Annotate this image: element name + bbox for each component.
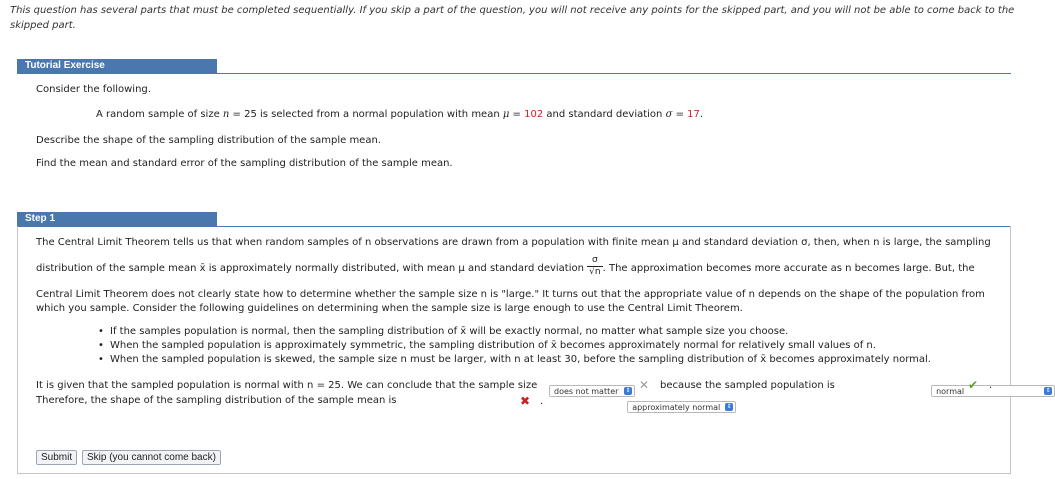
guidelines-list — [98, 325, 931, 367]
incorrect-cross-icon: ✕ — [639, 378, 650, 392]
sampling-shape-select[interactable]: approximately normal ⇕ — [627, 401, 736, 413]
tutorial-header-label: Tutorial Exercise — [17, 59, 217, 73]
sd-value: 17 — [687, 109, 700, 120]
wrong-cross-icon: ✖ — [520, 394, 531, 408]
sample-description: A random sample of size n = 25 is selected from a normal population with mean μ = 102 and standard deviation σ = 17. — [96, 109, 704, 120]
population-shape-select[interactable]: normal ⇕ — [931, 385, 1055, 397]
clt-paragraph2-line2: which you sample. Consider the following guidelines on determining when the sample size is large enough to use the Central Limit Theorem. — [36, 303, 743, 314]
sentence-end: . — [989, 380, 993, 391]
tutorial-header — [17, 59, 1011, 74]
list-item: • When the sampled population is skewed, the sample size n must be larger, with n at least 30, before the sampling distribution of x̄ becomes approximately normal. — [98, 354, 931, 365]
sigma-over-root-n: $\frac{\sigma}{√n}$ — [589, 254, 601, 277]
mean-value: 102 — [524, 109, 544, 120]
list-item: • If the samples population is normal, then the sampling distribution of x̄ will be exactly normal, no matter what sample size you choose. — [98, 326, 789, 337]
select-arrow-icon: ⇕ — [1045, 387, 1051, 394]
sentence-end: . — [540, 396, 544, 407]
sample-size-select[interactable]: does not matter ⇕ — [549, 385, 635, 397]
clt-paragraph-line2: distribution of the sample mean x̄ is approximately normally distributed, with mean μ and standard deviation $\frac{\sigma}{√n}$ . The approximation becomes more accurate as n becomes large. But, the — [36, 254, 975, 277]
select-arrow-icon: ⇕ — [625, 387, 631, 394]
clt-paragraph2-line1: Central Limit Theorem does not clearly state how to determine whether the sample size n is "large." It turns out that the appropriate value of n depends on the shape of the population from — [36, 289, 985, 300]
list-item: • When the sampled population is approximately symmetric, the sampling distribution of x̄ becomes approximately normal for relatively small values of n. — [98, 340, 876, 351]
select-arrow-icon: ⇕ — [726, 403, 732, 410]
consider-text: Consider the following. — [36, 84, 151, 95]
question-sample-size-text: It is given that the sampled population is normal with n = 25. We can conclude that the sample size — [36, 380, 538, 391]
describe-text: Describe the shape of the sampling distribution of the sample mean. — [36, 135, 381, 146]
submit-button[interactable]: Submit — [36, 450, 77, 465]
step-header — [17, 212, 1011, 227]
step-header-label: Step 1 — [17, 212, 217, 226]
skip-button[interactable]: Skip (you cannot come back) — [82, 450, 221, 465]
correct-check-icon: ✔ — [968, 378, 979, 392]
because-text: because the sampled population is — [660, 380, 835, 391]
clt-paragraph-line1: The Central Limit Theorem tells us that when random samples of n observations are drawn from a population with finite mean μ and standard deviation σ, then, when n is large, the sampling — [36, 237, 991, 248]
skip-warning: This question has several parts that must be completed sequentially. If you skip a part of the question, you will not receive any points for the skipped part, and you will not be able to come back to the skipped part. — [10, 5, 1015, 31]
find-text: Find the mean and standard error of the sampling distribution of the sample mean. — [36, 158, 453, 169]
question-shape-text: Therefore, the shape of the sampling distribution of the sample mean is — [36, 395, 397, 406]
